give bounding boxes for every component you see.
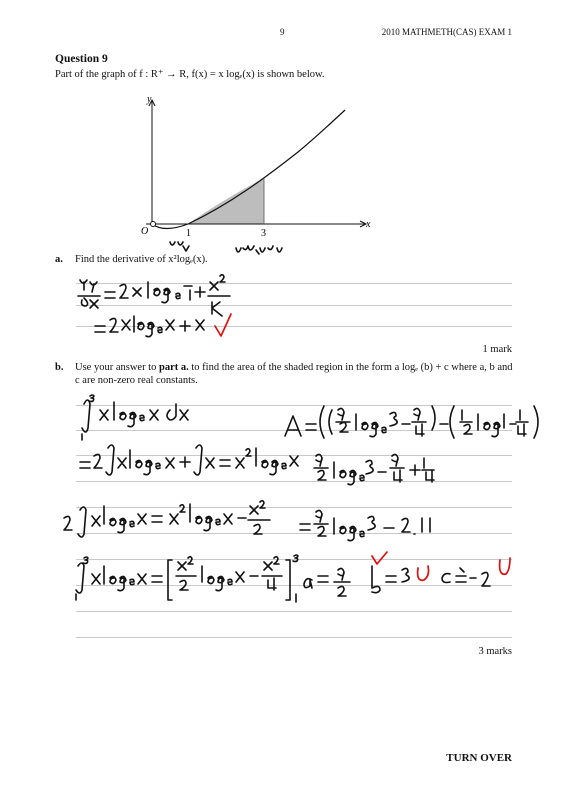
part-b-text-line2: c are non-zero real constants. xyxy=(75,375,198,386)
part-a-label: a. xyxy=(55,254,63,265)
answer-line xyxy=(76,326,512,327)
part-a-marks: 1 mark xyxy=(482,344,512,355)
answer-line xyxy=(76,507,512,508)
open-circle xyxy=(151,222,156,227)
origin-label: O xyxy=(141,226,149,237)
page-number: 9 xyxy=(280,27,285,37)
answer-line xyxy=(76,430,512,431)
shaded-region xyxy=(188,178,264,224)
answer-line xyxy=(76,481,512,482)
question-intro: Part of the graph of f : R⁺ → R, f(x) = x logₑ(x) is shown below. xyxy=(55,69,325,80)
answer-line xyxy=(76,637,512,638)
x-axis-label: x xyxy=(366,219,371,230)
answer-line xyxy=(76,585,512,586)
tick-label-3: 3 xyxy=(261,228,266,239)
turn-over: TURN OVER xyxy=(446,752,512,764)
part-b-label: b. xyxy=(55,362,64,373)
question-title: Question 9 xyxy=(55,53,108,65)
y-axis-label: y xyxy=(147,94,152,105)
answer-line xyxy=(76,559,512,560)
tick-label-1: 1 xyxy=(186,228,191,239)
function-graph xyxy=(0,0,566,260)
part-a-text: Find the derivative of x²logₑ(x). xyxy=(75,254,208,265)
answer-line xyxy=(76,611,512,612)
part-b-marks: 3 marks xyxy=(478,646,512,657)
part-b-text: Use your answer to part a. to find the area of the shaded region in the form a logₑ (b) + c where a, b and xyxy=(75,362,513,373)
answer-line xyxy=(76,305,512,306)
answer-line xyxy=(76,455,512,456)
answer-line xyxy=(76,405,512,406)
answer-line xyxy=(76,533,512,534)
answer-line xyxy=(76,283,512,284)
exam-title: 2010 MATHMETH(CAS) EXAM 1 xyxy=(381,27,512,37)
